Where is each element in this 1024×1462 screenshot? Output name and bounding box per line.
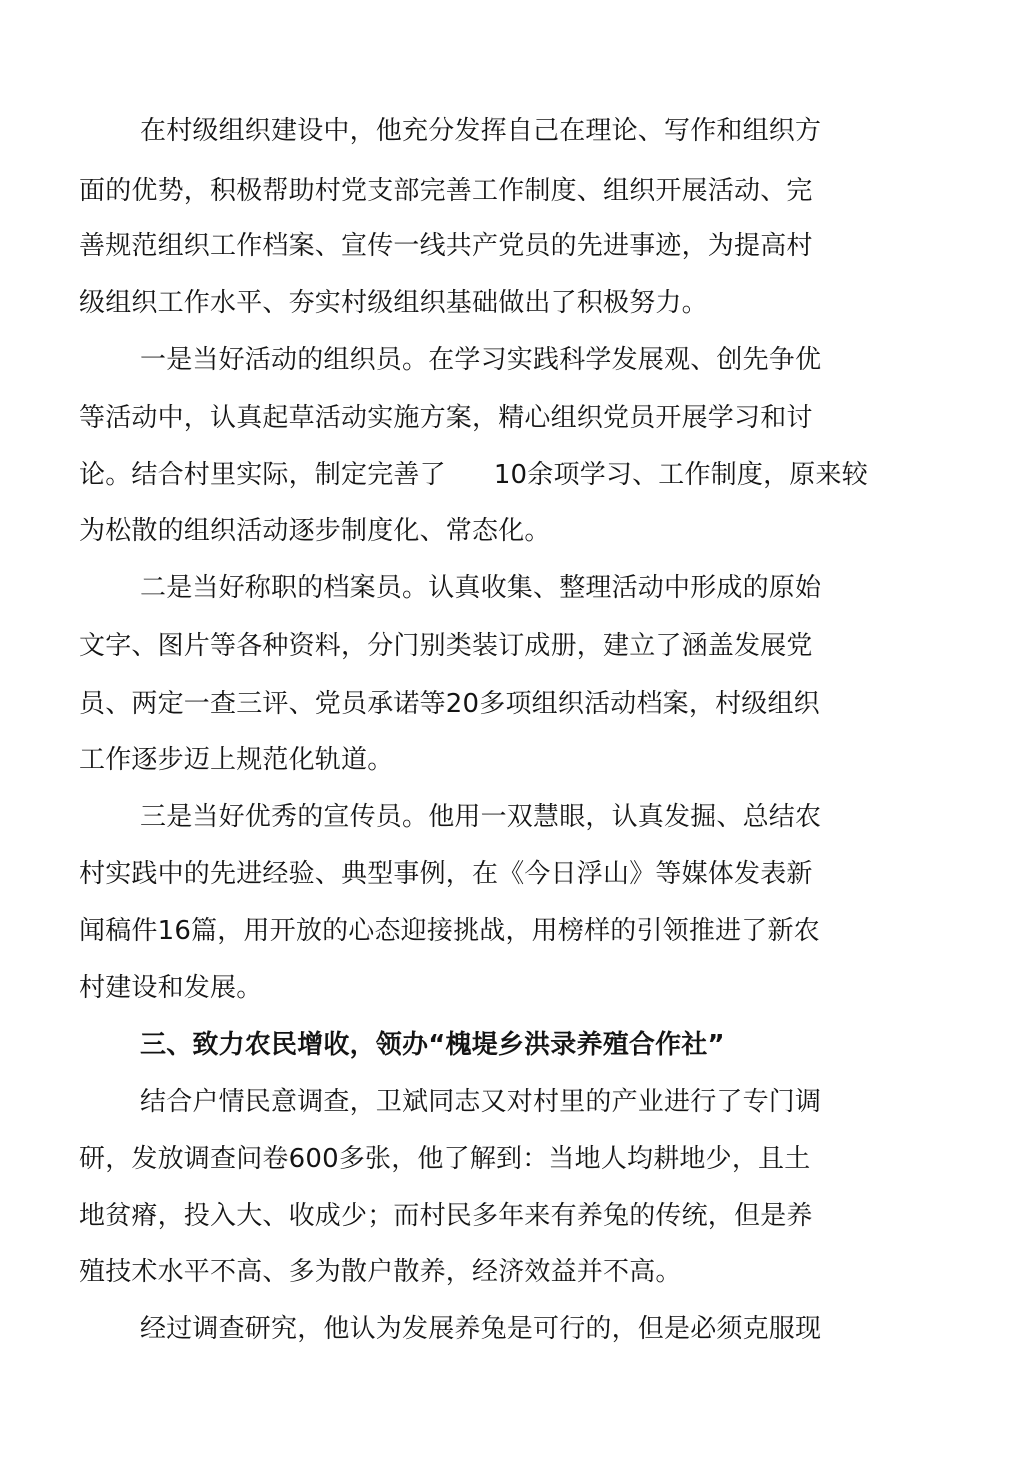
paragraph-line: 地贫瘠，投入大、收成少；而村民多年来有养兔的传统，但是养	[79, 1201, 813, 1231]
paragraph-line: 殖技术水平不高、多为散户散养，经济效益并不高。	[79, 1257, 682, 1287]
paragraph-line-split	[79, 455, 868, 495]
paragraph-line: 村实践中的先进经验、典型事例，在《今日浮山》等媒体发表新	[79, 859, 813, 889]
paragraph-line: 在村级组织建设中，他充分发挥自己在理论、写作和组织方	[140, 116, 822, 146]
line-segment-left: 论。结合村里实际，制定完善了	[79, 460, 446, 490]
paragraph-line: 闻稿件16篇，用开放的心态迎接挑战，用榜样的引领推进了新农	[79, 916, 820, 946]
paragraph-line: 员、两定一查三评、党员承诺等20多项组织活动档案，村级组织	[79, 689, 820, 719]
paragraph-line: 结合户情民意调查，卫斌同志又对村里的产业进行了专门调	[140, 1087, 822, 1117]
paragraph-line: 经过调查研究，他认为发展养兔是可行的，但是必须克服现	[140, 1314, 822, 1344]
paragraph-line: 一是当好活动的组织员。在学习实践科学发展观、创先争优	[140, 345, 822, 375]
paragraph-line: 文字、图片等各种资料，分门别类装订成册，建立了涵盖发展党	[79, 631, 813, 661]
section-heading: 三、致力农民增收，领办“槐堤乡洪录养殖合作社”	[140, 1030, 725, 1060]
paragraph-line: 等活动中，认真起草活动实施方案，精心组织党员开展学习和讨	[79, 403, 813, 433]
paragraph-line: 善规范组织工作档案、宣传一线共产党员的先进事迹，为提高村	[79, 231, 813, 261]
paragraph-line: 研，发放调查问卷600多张，他了解到：当地人均耕地少，且土	[79, 1144, 811, 1174]
paragraph-line: 面的优势，积极帮助村党支部完善工作制度、组织开展活动、完	[79, 176, 813, 206]
paragraph-line: 为松散的组织活动逐步制度化、常态化。	[79, 516, 551, 546]
paragraph-line: 级组织工作水平、夯实村级组织基础做出了积极努力。	[79, 288, 708, 318]
paragraph-line: 二是当好称职的档案员。认真收集、整理活动中形成的原始	[140, 573, 822, 603]
paragraph-line: 村建设和发展。	[79, 973, 263, 1003]
line-segment-right: 10余项学习、工作制度，原来较	[493, 460, 868, 490]
paragraph-line: 三是当好优秀的宣传员。他用一双慧眼，认真发掘、总结农	[140, 802, 822, 832]
paragraph-line: 工作逐步迈上规范化轨道。	[79, 745, 394, 775]
